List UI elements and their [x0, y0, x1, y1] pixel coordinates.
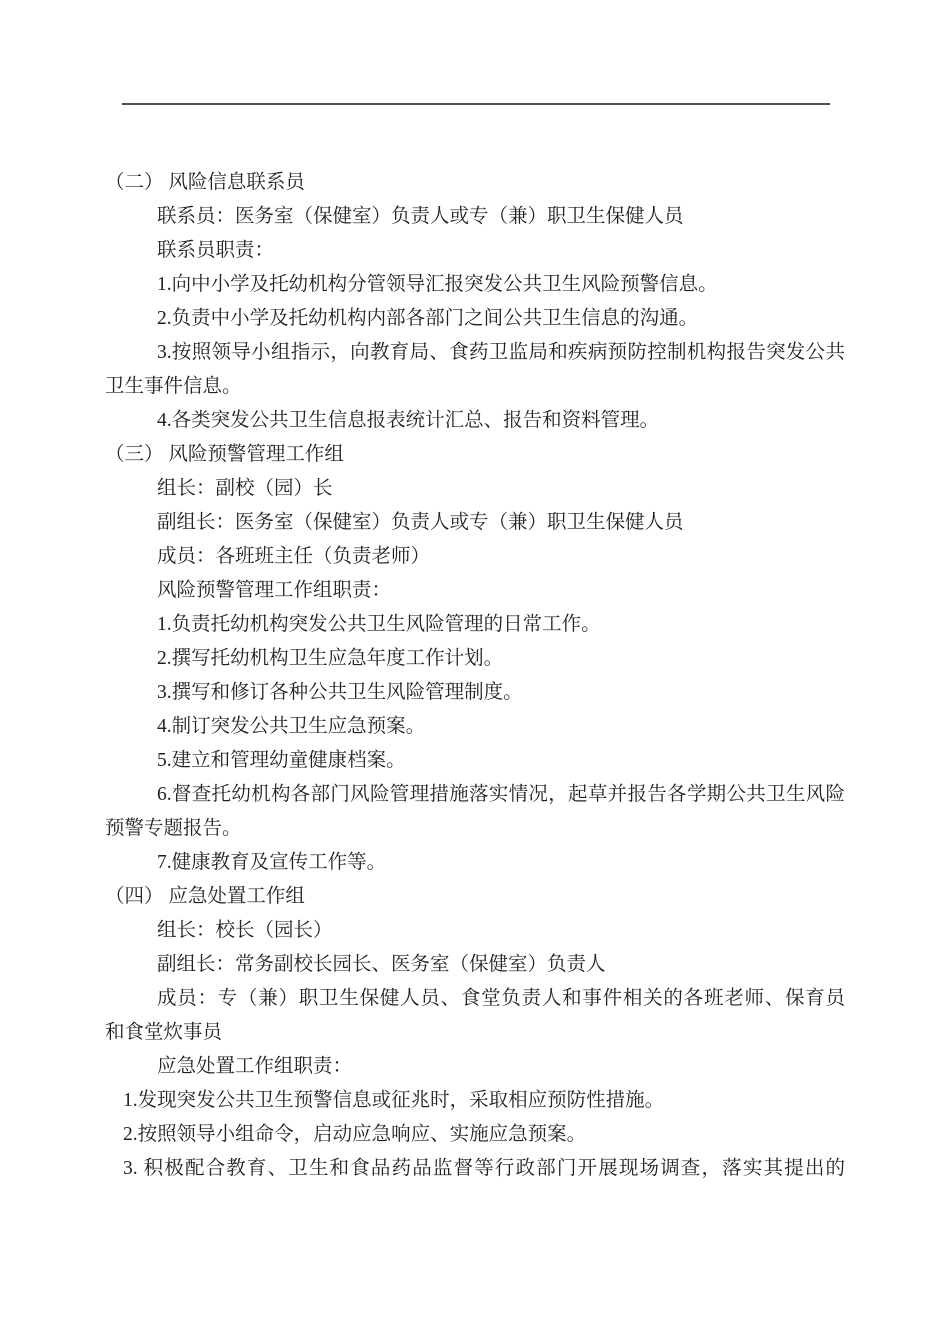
page-content	[105, 166, 845, 1186]
paragraph	[105, 1152, 845, 1186]
paragraph	[105, 166, 845, 200]
paragraph	[105, 472, 845, 506]
text-line: 1.发现突发公共卫生预警信息或征兆时，采取相应预防性措施。	[123, 1090, 665, 1111]
text-line: 3. 积极配合教育、卫生和食品药品监督等行政部门开展现场调查，落实其提出的	[123, 1158, 845, 1179]
paragraph	[105, 982, 845, 1050]
text-line: 组长：副校（园）长	[157, 478, 333, 499]
paragraph	[105, 846, 845, 880]
paragraph	[105, 914, 845, 948]
text-line: 联系员职责：	[157, 240, 275, 261]
text-line: 成员：各班班主任（负责老师）	[157, 546, 431, 567]
text-line: 5.建立和管理幼童健康档案。	[157, 750, 406, 771]
paragraph	[105, 1118, 845, 1152]
paragraph	[105, 268, 845, 302]
paragraph	[105, 710, 845, 744]
text-line: （二） 风险信息联系员	[105, 172, 305, 193]
text-line: 组长：校长（园长）	[157, 920, 333, 941]
paragraph	[105, 744, 845, 778]
text-line: （三） 风险预警管理工作组	[105, 444, 344, 465]
text-line: 3.撰写和修订各种公共卫生风险管理制度。	[157, 682, 523, 703]
text-line: 卫生事件信息。	[105, 376, 242, 397]
paragraph	[105, 336, 845, 404]
paragraph	[105, 778, 845, 846]
text-line: 2.负责中小学及托幼机构内部各部门之间公共卫生信息的沟通。	[157, 308, 699, 329]
text-line: 和食堂炊事员	[105, 1022, 223, 1043]
text-line: 1.负责托幼机构突发公共卫生风险管理的日常工作。	[157, 614, 601, 635]
paragraph	[105, 438, 845, 472]
header-rule	[122, 103, 830, 105]
text-line: 2.撰写托幼机构卫生应急年度工作计划。	[157, 648, 504, 669]
text-line: 预警专题报告。	[105, 818, 242, 839]
paragraph	[105, 642, 845, 676]
paragraph	[105, 574, 845, 608]
text-line: 副组长：医务室（保健室）负责人或专（兼）职卫生保健人员	[157, 512, 684, 533]
paragraph	[105, 676, 845, 710]
paragraph	[105, 880, 845, 914]
text-line: 4.制订突发公共卫生应急预案。	[157, 716, 426, 737]
text-line: （四） 应急处置工作组	[105, 886, 305, 907]
paragraph	[105, 200, 845, 234]
paragraph	[105, 540, 845, 574]
text-line: 1.向中小学及托幼机构分管领导汇报突发公共卫生风险预警信息。	[157, 274, 718, 295]
text-line: 3.按照领导小组指示，向教育局、食药卫监局和疾病预防控制机构报告突发公共	[157, 342, 845, 363]
paragraph	[105, 948, 845, 982]
paragraph	[105, 302, 845, 336]
text-line: 2.按照领导小组命令，启动应急响应、实施应急预案。	[123, 1124, 587, 1145]
paragraph	[105, 234, 845, 268]
text-line: 7.健康教育及宣传工作等。	[157, 852, 387, 873]
text-line: 风险预警管理工作组职责：	[157, 580, 392, 601]
paragraph	[105, 506, 845, 540]
paragraph	[105, 404, 845, 438]
paragraph	[105, 608, 845, 642]
text-line: 联系员：医务室（保健室）负责人或专（兼）职卫生保健人员	[157, 206, 684, 227]
text-line: 成员：专（兼）职卫生保健人员、食堂负责人和事件相关的各班老师、保育员	[157, 988, 845, 1009]
text-line: 4.各类突发公共卫生信息报表统计汇总、报告和资料管理。	[157, 410, 660, 431]
text-line: 6.督查托幼机构各部门风险管理措施落实情况，起草并报告各学期公共卫生风险	[157, 784, 845, 805]
paragraph	[105, 1050, 845, 1084]
text-line: 应急处置工作组职责：	[157, 1056, 353, 1077]
paragraph	[105, 1084, 845, 1118]
text-line: 副组长：常务副校长园长、医务室（保健室）负责人	[157, 954, 606, 975]
